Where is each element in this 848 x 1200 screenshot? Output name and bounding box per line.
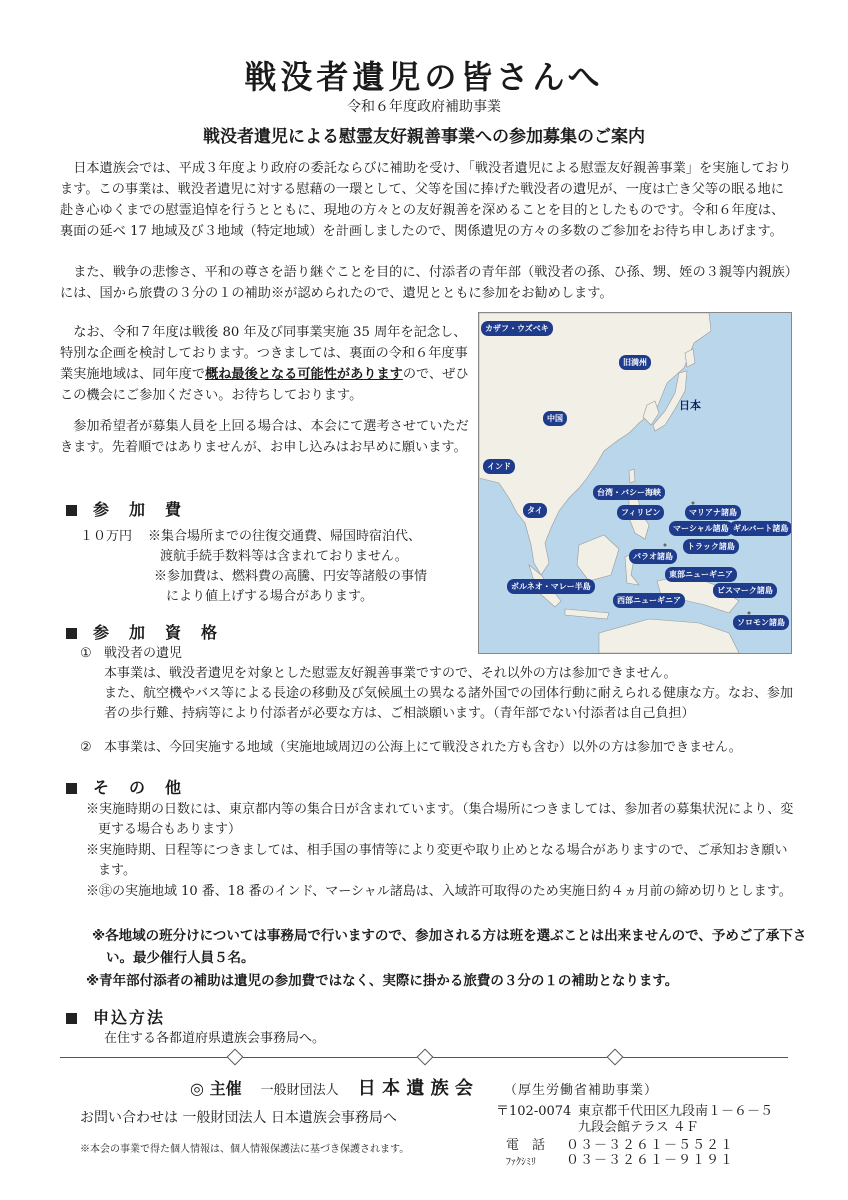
postal-code: 〒102-0074 <box>496 1104 572 1119</box>
intro-paragraph-2: また、戦争の悲惨さ、平和の尊さを語り継ぐことを目的に、付添者の青年部（戦没者の孫、ひ孫、甥、姪の３親等内親族）には、国から旅費の３分の１の補助※が認められたので、遺児とともに参加をお勧めします。 <box>60 265 792 301</box>
other-note-1: ※実施時期の日数には、東京都内等の集合日が含まれています。（集合場所につきましては、参加者の募集状況により、変更する場合もあります） <box>86 802 794 837</box>
emphasis-text: 概ね最後となる可能性があります <box>205 367 403 382</box>
map-label-west-new-guinea: 西部ニューギニア <box>613 593 685 608</box>
map-label-india: インド <box>483 459 515 474</box>
address-line-1: 東京都千代田区九段南１－６－５ <box>578 1104 774 1119</box>
map-label-bismarck: ビスマーク諸島 <box>713 583 777 598</box>
qualification-item-2: 本事業は、今回実施する地域（実施地域周辺の公海上にて戦没された方も含む）以外の方は参加できません。 <box>104 740 742 755</box>
map-label-japan: 日本 <box>679 399 701 412</box>
map-label-marshall: マーシャル諸島 <box>669 521 733 536</box>
map-label-manchuria: 旧満州 <box>619 355 651 370</box>
fee-note-2b: ※参加費は、燃料費の高騰、円安等諸般の事情 により値上げする場合があります。 <box>154 569 428 604</box>
map-label-gilbert: ギルバート諸島 <box>729 521 792 536</box>
section-fee-heading: 参 加 費 <box>66 497 183 520</box>
qualification-item-1: 戦没者の遺児 本事業は、戦没者遺児を対象とした慰霊友好親善事業ですので、それ以外の方は参加できません。 また、航空機やバス等による長途の移動及び気候風土の異なる諸外国での団体行動に耐えられる健康な方。なお、参加者の歩行難、持病等により付添者が必要な方は、ご相談願います。（青年部でない付添者は自己負担） <box>104 646 794 721</box>
divider-diamond <box>227 1049 244 1066</box>
footer-host-line <box>60 1074 788 1100</box>
map-label-east-new-guinea: 東部ニューギニア <box>665 567 737 582</box>
map-label-philippines: フィリピン <box>617 505 664 520</box>
asia-pacific-map <box>478 312 792 654</box>
other-note-2: ※実施時期、日程等につきましては、相手国の事情等により変更や取り止めとなる場合がありますので、ご承知おき願います。 <box>86 843 788 878</box>
fee-amount: １０万円 <box>80 529 133 544</box>
page-title: 戦没者遺児の皆さんへ <box>244 58 604 96</box>
privacy-note: ※本会の事業で得た個人情報は、個人情報保護法に基づき保護されます。 <box>80 1144 410 1155</box>
fee-note-1: ※集合場所までの往復交通費、帰国時宿泊代、 渡航手続手数料等は含まれておりません。 <box>148 529 422 564</box>
host-label: ◎ 主催 <box>190 1079 242 1098</box>
bold-note-youth-subsidy: ※青年部付添者の補助は遺児の参加費ではなく、実際に掛かる旅費の３分の１の補助となります。 <box>86 973 679 989</box>
page-headline: 戦没者遺児による慰霊友好親善事業への参加募集のご案内 <box>203 127 645 147</box>
org-type: 一般財団法人 <box>260 1083 339 1098</box>
map-label-palau: パラオ諸島 <box>629 549 677 564</box>
divider-diamond <box>607 1049 624 1066</box>
divider-diamond <box>417 1049 434 1066</box>
intro-paragraph-3: なお、令和７年度は戦後 80 年及び同事業実施 35 周年を記念し、特別な企画を検討しております。つきましては、裏面の令和６年度事業実施地域は、同年度で概ね最後となる可能性がありますので、ぜひこの機会にご参加ください。お待ちしております。 <box>60 325 469 403</box>
page-subtitle: 令和６年度政府補助事業 <box>347 99 501 115</box>
section-apply-heading: 申込方法 <box>66 1005 165 1028</box>
tel-label: 電 話 <box>506 1138 546 1153</box>
qualification-number-1: ① <box>80 646 92 661</box>
section-qualification-heading: 参 加 資 格 <box>66 620 219 643</box>
map-label-taiwan-bashi: 台湾・バシー海峡 <box>593 485 665 500</box>
qualification-number-2: ② <box>80 740 92 755</box>
map-label-mariana: マリアナ諸島 <box>685 505 741 520</box>
bold-note-group-assignment: ※各地域の班分けについては事務局で行いますので、参加される方は班を選ぶことは出来ませんので、予めご了承下さい。最少催行人員５名。 <box>92 928 807 966</box>
org-name: 日 本 遺 族 会 <box>357 1078 473 1099</box>
map-label-truk: トラック諸島 <box>683 539 739 554</box>
map-label-solomon: ソロモン諸島 <box>733 615 789 630</box>
fax-number: ０３－３２６１－９１９１ <box>566 1153 735 1168</box>
intro-paragraph-1: 日本遺族会では、平成３年度より政府の委託ならびに補助を受け、「戦没者遺児による慰霊友好親善事業」を実施しております。この事業は、戦没者遺児に対する慰藉の一環として、父等を国に捧げた戦没者の遺児が、一度は亡き父等の眠る地に赴き心ゆくまでの慰霊追悼を行うとともに、現地の方々との友好親善を深めることを目的としたものです。令和６年度は、裏面の延べ 17 地域及び３地域（特定地域）を計画しましたので、関係遺児の方々の多数のご参加をお待ち申しあげます。 <box>60 161 792 239</box>
other-note-3: ※㊟の実施地域 10 番、18 番のインド、マーシャル諸島は、入域許可取得のため実施日約４ヵ月前の締め切りとします。 <box>86 884 792 899</box>
address-line-2: 九段会館テラス ４Ｆ <box>578 1120 699 1135</box>
map-label-borneo-malay: ボルネオ・マレー半島 <box>507 579 595 594</box>
map-label-thailand: タイ <box>523 503 547 518</box>
subsidy-note: （厚生労働省補助事業） <box>503 1083 658 1098</box>
tel-number: ０３－３２６１－５５２１ <box>566 1138 735 1153</box>
section-other-heading: そ の 他 <box>66 775 183 798</box>
fax-label: ﾌｧｸｼﾐﾘ <box>506 1157 536 1168</box>
map-label-kazakh-uzbek: カザフ・ウズベキ <box>481 321 553 336</box>
apply-text: 在住する各都道府県遺族会事務局へ。 <box>104 1031 326 1046</box>
intro-paragraph-4: 参加希望者が募集人員を上回る場合は、本会にて選考させていただきます。先着順ではありませんが、お申し込みはお早めに願います。 <box>60 419 469 455</box>
map-label-china: 中国 <box>543 411 567 426</box>
inquiry-text: お問い合わせは 一般財団法人 日本遺族会事務局へ <box>80 1110 397 1126</box>
